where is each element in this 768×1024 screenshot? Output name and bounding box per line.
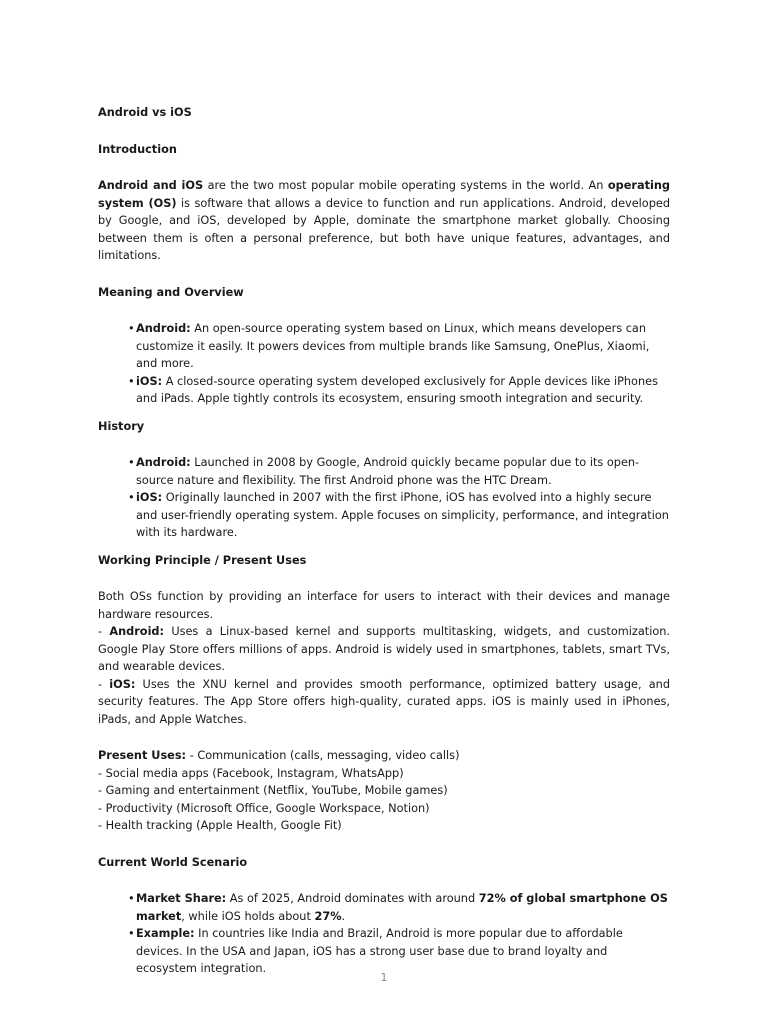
page-number: 1 [380,971,388,984]
list-item-label: iOS: [136,374,163,388]
working-ios-label: iOS: [109,677,136,691]
scenario-list [98,890,670,978]
working-ios-text: Uses the XNU kernel and provides smooth performance, optimized battery usage, and security features. The App Store offers high-quality, curated apps. iOS is mainly used in iPhones, iPads, and Apple Watches. [98,677,670,726]
list-item [128,890,670,925]
market-text-3: . [341,909,346,923]
introduction-paragraph [98,177,670,265]
working-android-prefix: - [98,625,110,638]
section-heading-history: History [98,419,145,433]
intro-bold-1: Android and iOS [98,179,204,192]
list-item-text: Originally launched in 2007 with the first iPhone, iOS has evolved into a highly secure and user-friendly operating system. Apple focuses on simplicity, performance, and integration with its hardware. [136,491,669,539]
list-item [128,320,670,373]
market-text-2: , while iOS holds about [181,909,315,923]
list-item-text: Launched in 2008 by Google, Android quickly became popular due to its open-source nature and flexibility. The first Android phone was the HTC Dream. [136,456,640,487]
history-list [98,454,670,542]
present-uses-first: - Communication (calls, messaging, video calls) [186,749,460,762]
market-bold-1: 72% of global smartphone OS market [136,892,668,923]
list-item-label: Android: [136,322,191,335]
intro-text-2: is software that allows a device to function and run applications. Android, developed by Google, and iOS, developed by Apple, dominate the smartphone market globally. Choosing between them is often a personal preference, but both have unique features, advantages, and limitations. [98,196,670,262]
working-ios-prefix: - [98,677,110,691]
list-item-label: iOS: [136,491,163,504]
list-item-text: A closed-source operating system developed exclusively for Apple devices like iPhones and iPads. Apple tightly controls its ecosystem, ensuring smooth integration and security. [136,374,658,405]
present-uses-line: - Health tracking (Apple Health, Google Fit) [98,819,342,832]
market-bold-2: 27% [314,909,342,923]
intro-text-1: are the two most popular mobile operating systems in the world. An [203,179,608,192]
document-page [98,104,670,988]
present-uses-first-line [98,747,670,765]
section-heading-introduction: Introduction [98,142,177,156]
present-uses-line: - Social media apps (Facebook, Instagram, WhatsApp) [98,766,404,780]
example-label: Example: [136,927,195,940]
working-intro: Both OSs function by providing an interface for users to interact with their devices and manage hardware resources. [98,590,670,621]
working-ios [98,676,670,729]
document-title: Android vs iOS [98,106,192,119]
meaning-list [98,320,670,408]
list-item-label: Android: [136,456,191,469]
section-heading-meaning: Meaning and Overview [98,285,244,299]
section-heading-scenario: Current World Scenario [98,855,248,869]
working-paragraph [98,588,670,728]
market-text-1: As of 2025, Android dominates with around [226,892,479,905]
list-item-text: An open-source operating system based on Linux, which means developers can customize it easily. It powers devices from multiple brands like Samsung, OnePlus, Xiaomi, and more. [136,322,650,370]
present-uses-line: - Productivity (Microsoft Office, Google Workspace, Notion) [98,801,430,815]
working-android [98,623,670,676]
list-item [128,489,670,542]
example-text: In countries like India and Brazil, Android is more popular due to affordable devices. In the USA and Japan, iOS has a strong user base due to brand loyalty and ecosystem integration. [136,927,623,975]
intro-bold-2: operating system (OS) [98,179,670,210]
section-heading-working: Working Principle / Present Uses [98,553,307,567]
list-item [128,454,670,489]
present-uses-line: - Gaming and entertainment (Netflix, YouTube, Mobile games) [98,784,448,797]
market-label: Market Share: [136,892,227,905]
list-item [128,373,670,408]
working-android-text: Uses a Linux-based kernel and supports multitasking, widgets, and customization. Google Play Store offers millions of apps. Android is widely used in smartphones, tablets, smart TVs, and wearable devices. [98,625,670,673]
working-android-label: Android: [109,625,165,638]
present-uses-block [98,747,670,835]
present-uses-label: Present Uses: [98,749,187,762]
